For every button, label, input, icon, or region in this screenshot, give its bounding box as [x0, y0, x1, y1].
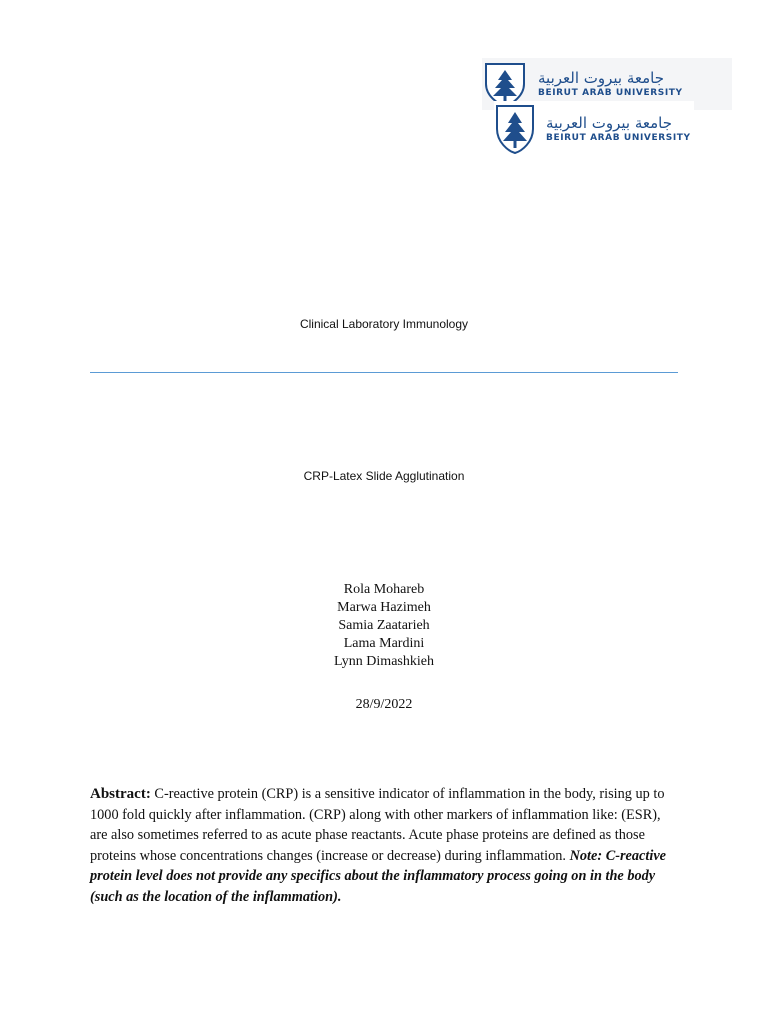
report-date: 28/9/2022: [355, 697, 413, 712]
abstract-body: C-reactive protein (CRP) is a sensitive indicator of inflammation in the body, rising up to 1000 fold quickly after inflammation. (CRP) along with other markers of inflammation like: (ESR), are also sometimes referred to as acute phase reactants. Acute phase proteins are defined as those proteins whose concentrations changes (increase or decrease) during inflammation.: [90, 786, 665, 864]
author-name: Lama Mardini: [343, 636, 425, 651]
university-logo-secondary: [494, 101, 694, 157]
abstract-paragraph: [90, 784, 680, 907]
report-title: CRP-Latex Slide Agglutination: [303, 469, 465, 483]
author-name: Lynn Dimashkieh: [334, 654, 434, 669]
title-divider: [90, 372, 678, 373]
abstract-note: Note: C-reactive protein level does not provide any specifics about the inflammatory process going on in the body (such as the location of the inflammation).: [90, 847, 667, 905]
logo-arabic-text: جامعة بيروت العربية: [546, 113, 673, 132]
course-title: Clinical Laboratory Immunology: [299, 317, 469, 331]
author-name: Rola Mohareb: [343, 582, 425, 597]
author-name: Marwa Hazimeh: [337, 600, 431, 615]
author-list: [0, 581, 768, 671]
logo-english-text: BEIRUT ARAB UNIVERSITY: [538, 87, 683, 98]
cedar-shield-icon: [494, 103, 536, 155]
author-name: Samia Zaatarieh: [338, 618, 430, 633]
logo-english-text: BEIRUT ARAB UNIVERSITY: [546, 132, 691, 143]
logo-arabic-text: جامعة بيروت العربية: [538, 68, 665, 87]
abstract-label: Abstract:: [90, 786, 151, 802]
